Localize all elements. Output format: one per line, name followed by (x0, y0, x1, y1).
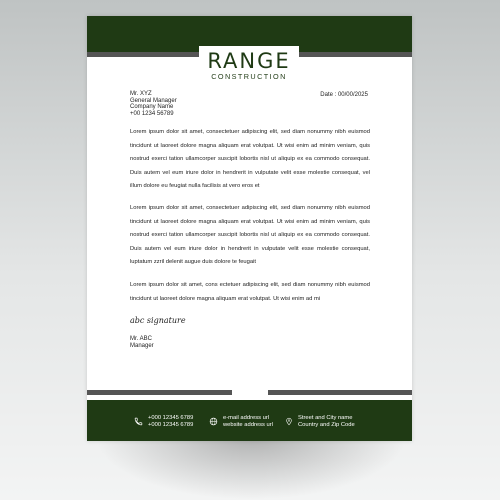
website-address: website address url (223, 421, 273, 428)
signer-block (130, 336, 154, 349)
recipient-phone: +00 1234 56789 (130, 110, 174, 117)
signer-title: Manager (130, 342, 154, 349)
phone-number-1: +000 12345 6789 (148, 415, 194, 421)
recipient-company: Company Name (130, 104, 174, 111)
recipient-name: Mr. XYZ (130, 91, 152, 97)
footer-address (285, 415, 355, 428)
footer-web (209, 415, 273, 428)
location-pin-icon (285, 417, 293, 426)
address-line-1: Street and City name (298, 415, 353, 421)
footer-divider-right (268, 390, 412, 395)
header-divider-right (298, 52, 412, 57)
logo-subtitle: CONSTRUCTION (211, 72, 287, 81)
email-address: e-mail address url (223, 415, 270, 421)
header-divider-left (87, 52, 199, 57)
recipient-block (130, 91, 177, 117)
recipient-title: General Manager (130, 97, 177, 104)
footer-phone (134, 415, 193, 428)
letter-date: Date : 00/00/2025 (320, 92, 368, 98)
phone-number-2: +000 12345 6789 (148, 421, 194, 428)
logo-brand: RANGE (207, 49, 291, 73)
phone-icon (134, 417, 143, 426)
body-paragraph-3: Lorem ipsum dolor sit amet, cons ectetuer adipiscing elit, sed diam nonummy nibh euismod tincidunt ut laoreet dolore magna aliquam erat volutpat. Ut wisi enim ad mi (130, 282, 370, 302)
body-paragraph-1: Lorem ipsum dolor sit amet, consectetuer adipiscing elit, sed diam nonummy nibh euismod tincidunt ut laoreet dolore magna aliquam erat volutpat. Ut wisi enim ad minim veniam, quis nostrud exerci tation ullamcorper suscipit lobortis nisl ut aliquip ex ea commodo consequat. Duis autem vel eum iriure dolor in hendrerit in vulputate velit esse molestie consequat, vel illum dolore eu feugiat nulla facilisis at vero eros et (130, 129, 370, 190)
signer-name: Mr. ABC (130, 336, 153, 342)
body-paragraph-2: Lorem ipsum dolor sit amet, consectetuer adipiscing elit, sed diam nonummy nibh euismod tincidunt ut laoreet dolore magna aliquam erat volutpat. Ut wisi enim ad minim veniam, quis nostrud exerci tation ullamcorper suscipit lobortis nisl ut aliquip ex ea commodo consequat. Duis autem vel eum iriure dolor in hendrerit in vulputate velit esse molestie consequat, luptatum zzril delenit augue duis dolore te feugait (130, 205, 370, 266)
company-logo (199, 46, 299, 80)
letterhead-page (87, 16, 412, 441)
signature: abc signature (130, 316, 186, 325)
footer-divider-left (87, 390, 232, 395)
address-line-2: Country and Zip Code (298, 421, 355, 428)
globe-icon (209, 417, 218, 426)
footer-band (87, 400, 412, 441)
